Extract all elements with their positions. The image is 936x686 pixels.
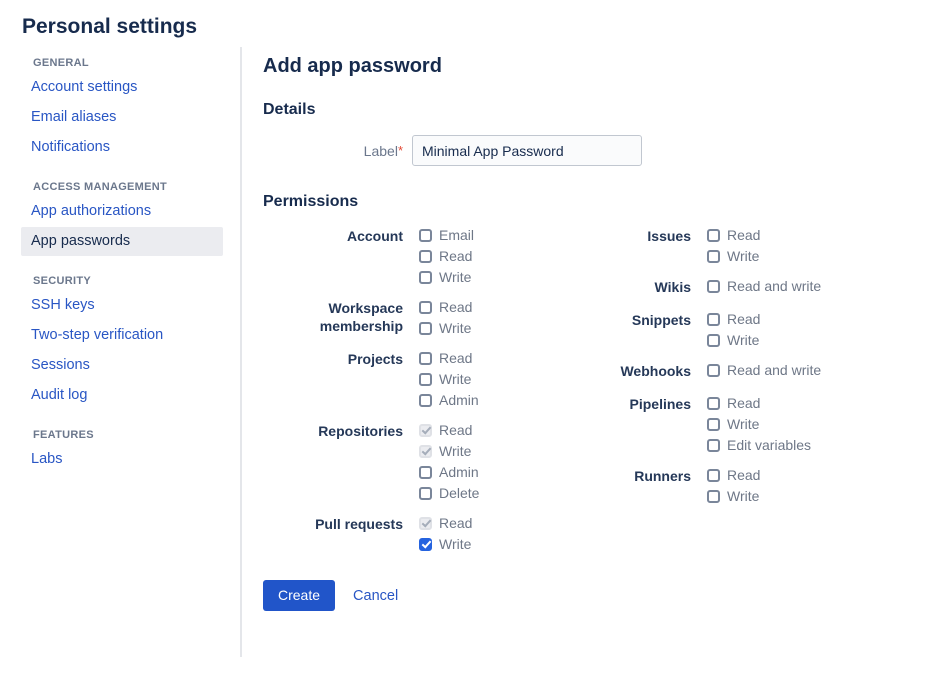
sidebar-item-audit-log[interactable]: Audit log (31, 387, 88, 403)
perm-option-account-read (419, 249, 565, 263)
perm-option-projects-admin (419, 393, 565, 407)
checkbox-workspace-membership-read[interactable] (419, 301, 432, 314)
checkbox-label: Write (727, 416, 760, 432)
perm-group-label-webhooks: Webhooks (620, 363, 691, 379)
checkbox-repositories-delete[interactable] (419, 487, 432, 500)
perm-options-repositories (419, 422, 565, 500)
perm-options-webhooks (707, 362, 821, 380)
sidebar-section-header: ACCESS MANAGEMENT (33, 181, 168, 193)
checkbox-pull-requests-read (419, 517, 432, 530)
checkbox-label: Admin (439, 392, 479, 408)
perm-group-label-pull-requests: Pull requests (315, 516, 403, 532)
perm-option-pipelines-edit-variables (707, 438, 821, 452)
checkbox-repositories-read (419, 424, 432, 437)
checkbox-label: Read (439, 350, 473, 366)
sidebar-item-account-settings[interactable]: Account settings (31, 79, 138, 95)
checkbox-projects-admin[interactable] (419, 394, 432, 407)
create-button[interactable]: Create (263, 580, 335, 611)
perm-options-snippets (707, 311, 821, 347)
checkbox-label: Write (439, 269, 472, 285)
perm-option-repositories-read (419, 423, 565, 437)
perm-option-repositories-admin (419, 465, 565, 479)
checkbox-label: Read and write (727, 278, 822, 294)
permissions-section (263, 193, 936, 551)
perm-group-label-workspace-membership: Workspace membership (319, 300, 403, 334)
sidebar-item-ssh-keys[interactable]: SSH keys (31, 297, 95, 313)
perm-option-issues-read (707, 228, 821, 242)
sidebar-item-notifications[interactable]: Notifications (31, 139, 110, 155)
form-actions (263, 580, 936, 611)
cancel-link[interactable]: Cancel (353, 587, 399, 604)
checkbox-workspace-membership-write[interactable] (419, 322, 432, 335)
perm-option-pipelines-write (707, 417, 821, 431)
perm-group-label-account: Account (347, 228, 403, 244)
form-title: Add app password (263, 55, 442, 77)
sidebar-section-header: SECURITY (33, 275, 92, 287)
body-row (0, 47, 936, 657)
checkbox-label: Read (727, 311, 761, 327)
perm-option-repositories-delete (419, 486, 565, 500)
checkbox-repositories-write (419, 445, 432, 458)
checkbox-label: Read (439, 299, 473, 315)
required-asterisk: * (397, 142, 403, 158)
perm-options-runners (707, 467, 821, 503)
sidebar-item-app-authorizations[interactable]: App authorizations (31, 203, 152, 219)
checkbox-label: Read (727, 467, 761, 483)
sidebar-item-labs[interactable]: Labs (31, 451, 63, 467)
perm-options-issues (707, 227, 821, 263)
perm-options-workspace-membership (419, 299, 565, 335)
checkbox-label: Write (439, 536, 472, 552)
details-heading: Details (263, 101, 316, 118)
permissions-column-2 (565, 227, 821, 503)
sidebar-section-header: FEATURES (33, 429, 94, 441)
checkbox-issues-read[interactable] (707, 229, 720, 242)
perm-group-label-wikis: Wikis (654, 279, 691, 295)
perm-options-pull-requests (419, 515, 565, 551)
checkbox-label: Write (439, 371, 472, 387)
sidebar-section-access-management (21, 180, 223, 256)
sidebar-item-app-passwords[interactable]: App passwords (21, 227, 223, 256)
perm-option-webhooks-read-and-write (707, 363, 821, 377)
checkbox-account-email[interactable] (419, 229, 432, 242)
checkbox-label: Write (727, 332, 760, 348)
checkbox-label: Admin (439, 464, 479, 480)
details-section (263, 101, 936, 166)
perm-option-account-write (419, 270, 565, 284)
checkbox-account-write[interactable] (419, 271, 432, 284)
checkbox-wikis-read-and-write[interactable] (707, 280, 720, 293)
sidebar-nav (0, 47, 240, 657)
checkbox-label: Write (727, 488, 760, 504)
perm-options-projects (419, 350, 565, 407)
checkbox-label: Read and write (727, 362, 822, 378)
perm-options-account (419, 227, 565, 284)
perm-group-label-pipelines: Pipelines (629, 396, 691, 412)
perm-option-snippets-read (707, 312, 821, 326)
label-input[interactable] (412, 135, 642, 166)
perm-option-projects-write (419, 372, 565, 386)
perm-group-label-runners: Runners (634, 468, 691, 484)
checkbox-label: Read (439, 422, 473, 438)
perm-option-runners-write (707, 489, 821, 503)
checkbox-label: Read (439, 515, 473, 531)
checkbox-runners-write[interactable] (707, 490, 720, 503)
perm-option-pull-requests-write (419, 537, 565, 551)
perm-option-snippets-write (707, 333, 821, 347)
page-title: Personal settings (22, 15, 198, 38)
perm-option-runners-read (707, 468, 821, 482)
permissions-column-1 (263, 227, 565, 551)
checkbox-webhooks-read-and-write[interactable] (707, 364, 720, 377)
checkbox-pull-requests-write[interactable] (419, 538, 432, 551)
sidebar-section-security (21, 274, 223, 410)
checkbox-label: Read (727, 227, 761, 243)
checkbox-pipelines-write[interactable] (707, 418, 720, 431)
sidebar-item-email-aliases[interactable]: Email aliases (31, 109, 117, 125)
checkbox-label: Delete (439, 485, 480, 501)
perm-option-workspace-membership-write (419, 321, 565, 335)
checkbox-label: Email (439, 227, 475, 243)
perm-option-repositories-write (419, 444, 565, 458)
perm-options-wikis (707, 278, 821, 296)
checkbox-label: Write (439, 443, 472, 459)
checkbox-snippets-read[interactable] (707, 313, 720, 326)
checkbox-projects-read[interactable] (419, 352, 432, 365)
perm-option-projects-read (419, 351, 565, 365)
checkbox-label: Edit variables (727, 437, 812, 453)
checkbox-repositories-admin[interactable] (419, 466, 432, 479)
perm-option-pull-requests-read (419, 516, 565, 530)
perm-group-label-snippets: Snippets (631, 312, 691, 328)
perm-option-account-email (419, 228, 565, 242)
checkbox-pipelines-edit-variables[interactable] (707, 439, 720, 452)
checkbox-projects-write[interactable] (419, 373, 432, 386)
label-field-label (263, 143, 403, 159)
perm-option-workspace-membership-read (419, 300, 565, 314)
perm-group-label-projects: Projects (347, 351, 403, 367)
perm-option-wikis-read-and-write (707, 279, 821, 293)
checkbox-label: Write (439, 320, 472, 336)
checkbox-issues-write[interactable] (707, 250, 720, 263)
perm-option-pipelines-read (707, 396, 821, 410)
sidebar-item-sessions[interactable]: Sessions (31, 357, 90, 373)
permissions-heading: Permissions (263, 193, 359, 210)
main-content (240, 47, 936, 657)
checkbox-runners-read[interactable] (707, 469, 720, 482)
sidebar-section-header: GENERAL (33, 57, 89, 69)
checkbox-label: Read (439, 248, 473, 264)
checkbox-snippets-write[interactable] (707, 334, 720, 347)
label-field-row (263, 135, 936, 166)
sidebar-section-features (21, 428, 223, 474)
checkbox-pipelines-read[interactable] (707, 397, 720, 410)
checkbox-label: Read (727, 395, 761, 411)
perm-option-issues-write (707, 249, 821, 263)
permissions-grid (263, 227, 936, 551)
label-field-label-text: Label (363, 142, 398, 159)
perm-group-label-repositories: Repositories (318, 423, 403, 439)
sidebar-item-two-step-verification[interactable]: Two-step verification (31, 327, 164, 343)
checkbox-label: Write (727, 248, 760, 264)
perm-options-pipelines (707, 395, 821, 452)
sidebar-section-general (21, 56, 223, 162)
checkbox-account-read[interactable] (419, 250, 432, 263)
perm-group-label-issues: Issues (647, 228, 691, 244)
